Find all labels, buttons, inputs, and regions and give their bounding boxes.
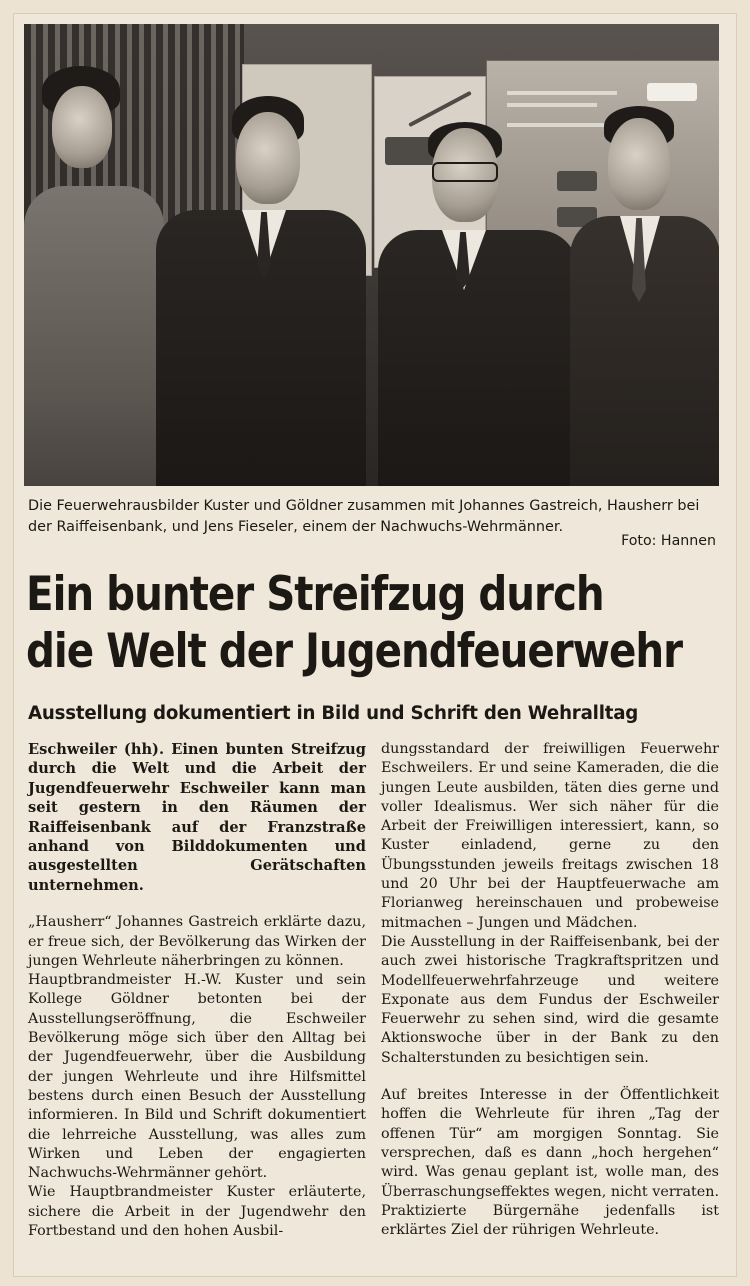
article-paragraph: „Hausherr“ Johannes Gastreich erklärte dazu, er freue sich, der Bevölkerung das Wirken der jungen Wehrleute näherbringen zu können. <box>28 914 366 969</box>
article-paragraph: Die Ausstellung in der Raiffeisenbank, bei der auch zwei historische Tragkraftspritzen und Modellfeuerwehrfahrzeuge und weitere Exponate aus dem Fundus der Eschweiler Feuerwehr zu sehen sind, wird die gesamte Aktionswoche über in der Bank zu den Schalterstunden zu besichtigen sein. <box>381 933 719 1066</box>
model-truck-picture <box>557 171 597 191</box>
article-photo <box>24 24 719 486</box>
subheadline: Ausstellung dokumentiert in Bild und Schrift den Wehralltag <box>28 703 639 724</box>
article-column-left <box>28 740 366 1241</box>
headline-line-2: die Welt der Jugendfeuerwehr <box>26 624 683 679</box>
article-paragraph: Auf breites Interesse in der Öffentlichkeit hoffen die Wehrleute für ihren „Tag der offenen Tür“ am morgigen Sonntag. Sie versprechen, daß es dann „hoch hergehen“ wird. Was genau geplant ist, wolle man, des Überraschungseffektes wegen, nicht verraten. Praktizierte Bürgernähe jedenfalls ist erklärtes Ziel der rührigen Wehrleute. <box>381 1087 719 1239</box>
glasses-icon <box>432 162 498 182</box>
article-paragraph: Hauptbrandmeister H.-W. Kuster und sein Kollege Göldner betonten bei der Ausstellungseröffnung, die Eschweiler Bevölkerung möge sich über den Alltag bei der Jugendfeuerwehr, über die Ausbildung der jungen Wehrleute und ihre Hilfsmittel bestens durch einen Besuch der Ausstellung informieren. In Bild und Schrift dokumentiert die lehrreiche Ausstellung, was alles zum Wirken und Leben der engagierten Nachwuchs-Wehrmänner gehört. <box>28 972 366 1182</box>
article-lead: Eschweiler (hh). Einen bunten Streifzug durch die Welt und die Arbeit der Jugendfeuerwehr Eschweiler kann man seit gestern in den Räumen der Raiffeisenbank auf der Franzstraße anhand von Bilddokumenten und ausgestellten Gerätschaften unternehmen. <box>28 741 366 894</box>
headline <box>26 566 683 680</box>
headline-line-1: Ein bunter Streifzug durch <box>26 567 604 622</box>
article-paragraph: Wie Hauptbrandmeister Kuster erläuterte, sichere die Arbeit in der Jugendwehr den Fortbestand und den hohen Ausbil- <box>28 1184 366 1239</box>
article-column-right <box>381 740 719 1240</box>
brand-logo-icon <box>647 83 697 101</box>
article-paragraph: dungsstandard der freiwilligen Feuerwehr Eschweilers. Er und seine Kameraden, die die jungen Leute ausbilden, täten dies gerne und voller Idealismus. Wer sich näher für die Arbeit der Freiwilligen interessiert, kann, so Kuster einladend, gerne zu den Übungsstunden jeweils freitags zwischen 18 und 20 Uhr bei der Hauptfeuerwache am Florianweg hereinschauen und probeweise mitmachen – Jungen und Mädchen. <box>381 741 719 931</box>
photo-credit: Foto: Hannen <box>621 533 716 549</box>
photo-caption: Die Feuerwehrausbilder Kuster und Göldner zusammen mit Johannes Gastreich, Hausherr bei der Raiffeisenbank, und Jens Fieseler, einem der Nachwuchs-Wehrmänner. <box>28 498 700 535</box>
